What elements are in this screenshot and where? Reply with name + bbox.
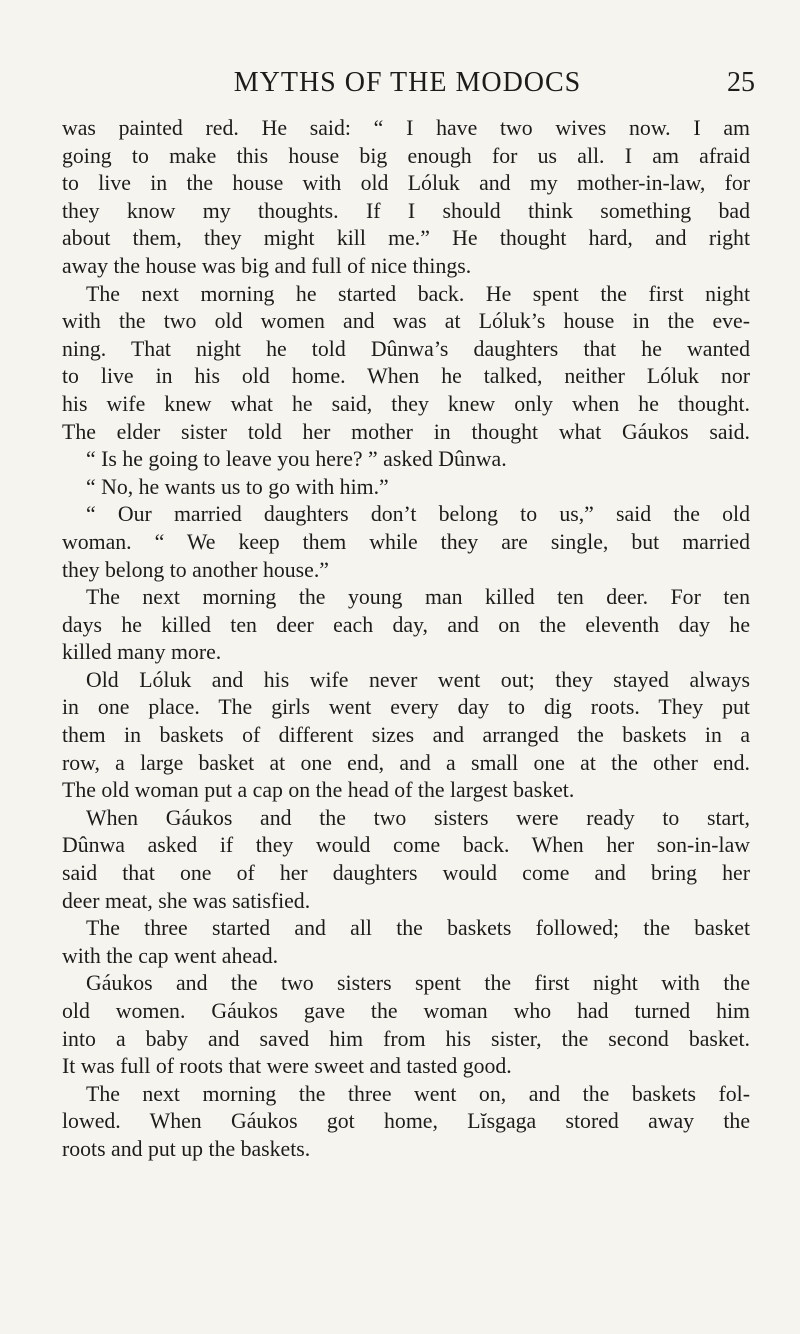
text-line: about them, they might kill me.” He thought hard, and right xyxy=(62,226,750,251)
text-line: “ No, he wants us to go with him.” xyxy=(86,474,389,499)
text-line: deer meat, she was satisfied. xyxy=(62,888,311,913)
text-line: row, a large basket at one end, and a small one at the other end. xyxy=(62,750,750,775)
text-line: The next morning he started back. He spent the first night xyxy=(86,281,750,306)
text-line: going to make this house big enough for us all. I am afraid xyxy=(62,143,750,168)
text-line: old women. Gáukos gave the woman who had turned him xyxy=(62,999,750,1023)
running-title: MYTHS OF THE MODOCS xyxy=(233,67,582,98)
text-line: woman. “ We keep them while they are single, but married xyxy=(62,529,750,554)
text-line: When Gáukos and the two sisters were ready to start, xyxy=(86,805,750,830)
text-line: said that one of her daughters would come and bring her xyxy=(62,861,750,886)
text-line: them in baskets of different sizes and arranged the baskets in a xyxy=(62,723,750,748)
text-line: they know my thoughts. If I should think something bad xyxy=(62,198,750,223)
text-line: The old woman put a cap on the head of the largest basket. xyxy=(62,778,575,803)
text-line: away the house was big and full of nice things. xyxy=(62,253,472,278)
text-line: was painted red. He said: “ I have two wives now. I am xyxy=(62,116,750,140)
text-line: his wife knew what he said, they knew only when he thought. xyxy=(62,391,750,416)
page-header xyxy=(60,63,755,103)
text-line: Gáukos and the two sisters spent the first night with the xyxy=(86,971,750,996)
text-line: into a baby and saved him from his sister, the second basket. xyxy=(62,1026,750,1051)
text-line: The elder sister told her mother in thought what Gáukos said. xyxy=(62,419,750,444)
text-line: “ Our married daughters don’t belong to us,” said the old xyxy=(86,502,750,527)
text-line: to live in his old home. When he talked, neither Lóluk nor xyxy=(62,364,750,389)
body-text xyxy=(62,115,750,1164)
text-line: The next morning the three went on, and the baskets fol- xyxy=(86,1081,750,1106)
text-line: lowed. When Gáukos got home, Lĭsgaga stored away the xyxy=(62,1109,750,1134)
text-line: to live in the house with old Lóluk and my mother-in-law, for xyxy=(62,171,750,196)
text-line: ning. That night he told Dûnwa’s daughters that he wanted xyxy=(62,336,750,361)
text-line: The next morning the young man killed ten deer. For ten xyxy=(86,585,750,610)
text-line: with the cap went ahead. xyxy=(62,943,279,968)
text-line: they belong to another house.” xyxy=(62,557,329,582)
text-line: in one place. The girls went every day to dig roots. They put xyxy=(62,695,750,720)
text-line: Dûnwa asked if they would come back. When her son-in-law xyxy=(62,833,750,858)
page-number: 25 xyxy=(727,67,755,98)
text-line: Old Lóluk and his wife never went out; they stayed always xyxy=(86,667,750,692)
text-line: The three started and all the baskets followed; the basket xyxy=(86,916,750,941)
text-line: roots and put up the baskets. xyxy=(62,1136,311,1161)
text-line: days he killed ten deer each day, and on the eleventh day he xyxy=(62,612,750,637)
text-line: with the two old women and was at Lóluk’s house in the eve- xyxy=(62,309,750,334)
text-line: “ Is he going to leave you here? ” asked Dûnwa. xyxy=(86,447,507,472)
text-line: killed many more. xyxy=(62,640,222,665)
text-line: It was full of roots that were sweet and tasted good. xyxy=(62,1054,512,1079)
